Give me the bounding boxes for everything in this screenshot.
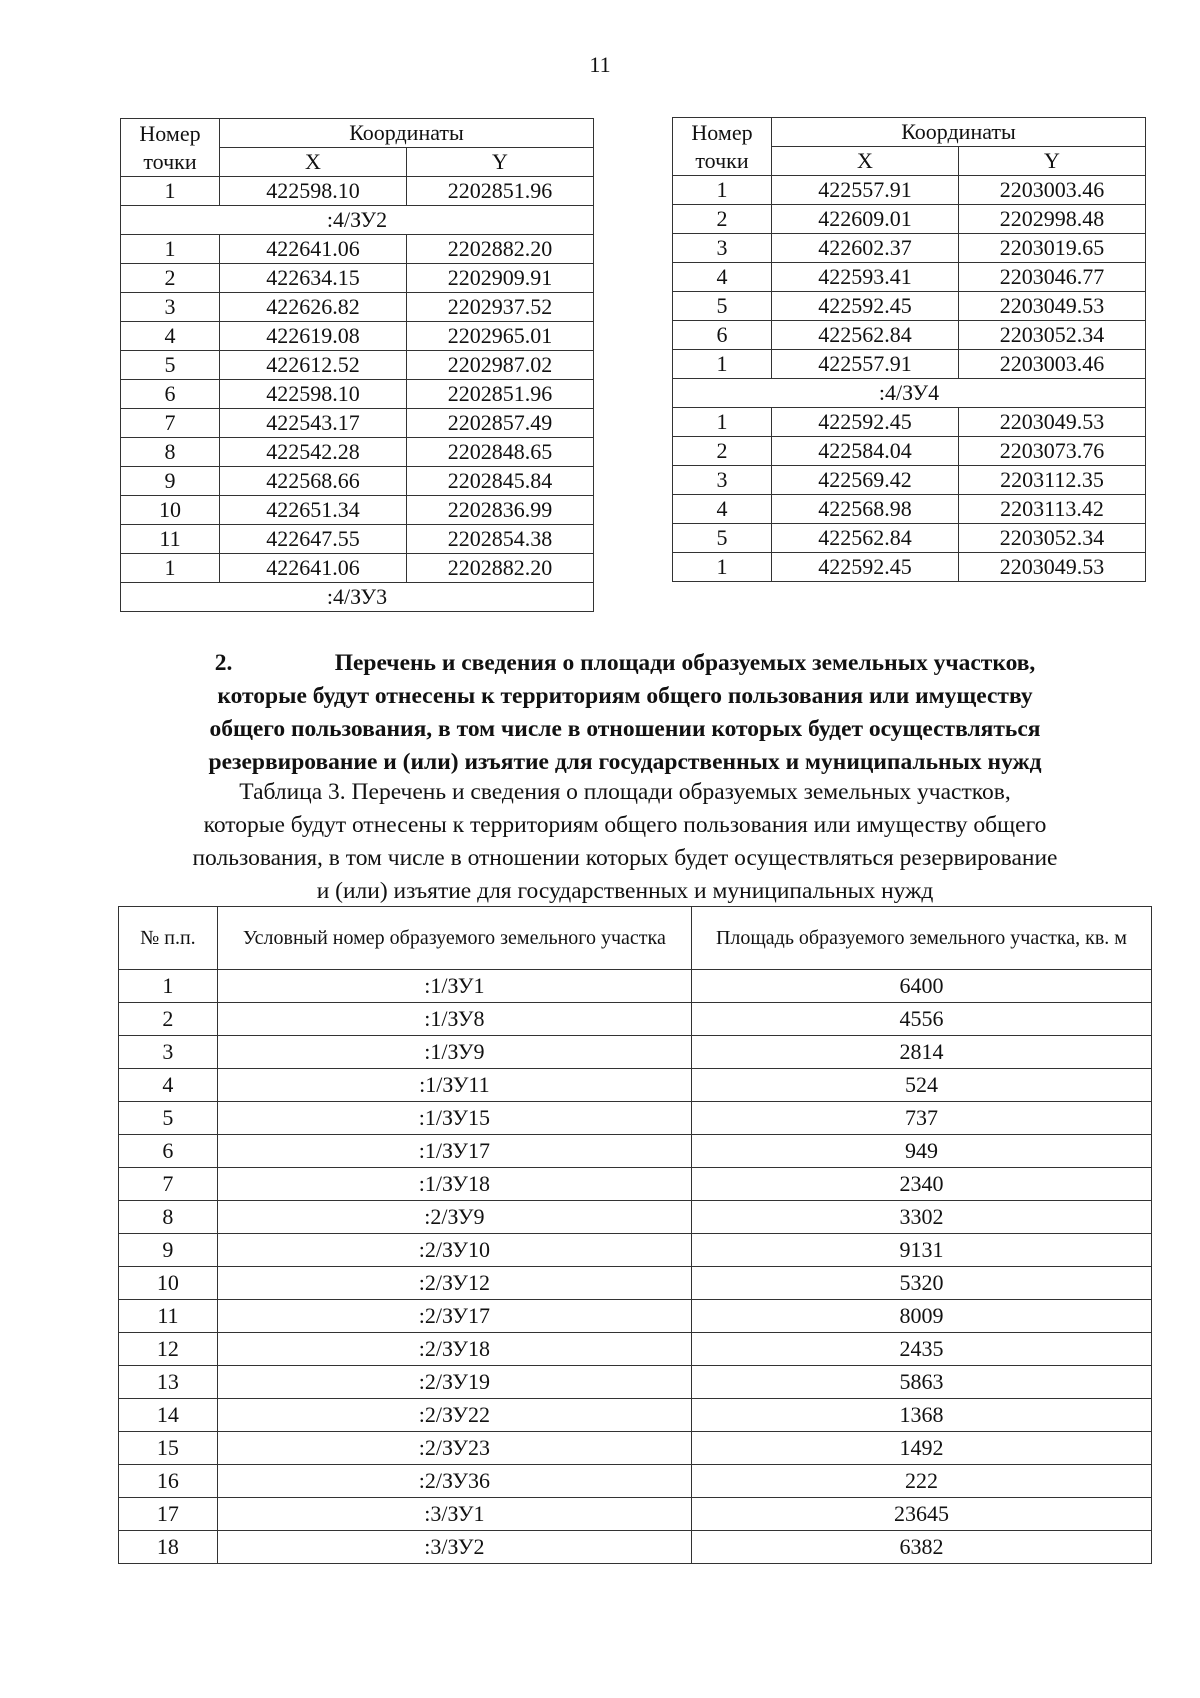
table-row xyxy=(121,525,594,554)
plot-area-cell: 2814 xyxy=(691,1036,1151,1069)
point-number-cell: 4 xyxy=(673,495,772,524)
row-number-cell: 6 xyxy=(119,1135,218,1168)
table-row xyxy=(673,466,1146,495)
x-cell: 422562.84 xyxy=(772,524,959,553)
section-heading xyxy=(100,647,1150,779)
y-cell: 2203019.65 xyxy=(959,234,1146,263)
plot-number-cell: :1/ЗУ9 xyxy=(217,1036,691,1069)
plot-area-cell: 949 xyxy=(691,1135,1151,1168)
x-cell: 422619.08 xyxy=(220,322,407,351)
y-cell: 2202851.96 xyxy=(407,380,594,409)
point-number-cell: 4 xyxy=(121,322,220,351)
header-plot-area: Площадь образуемого земельного участка, кв. м xyxy=(691,907,1151,970)
table-row xyxy=(121,380,594,409)
y-cell: 2203052.34 xyxy=(959,524,1146,553)
x-cell: 422647.55 xyxy=(220,525,407,554)
table-row xyxy=(673,553,1146,582)
header-point-number: Номер точки xyxy=(121,119,220,177)
plot-area-cell: 4556 xyxy=(691,1003,1151,1036)
section-heading-line: резервирование и (или) изъятие для государственных и муниципальных нужд xyxy=(208,749,1042,775)
row-number-cell: 13 xyxy=(119,1366,218,1399)
plot-area-cell: 23645 xyxy=(691,1498,1151,1531)
row-number-cell: 4 xyxy=(119,1069,218,1102)
row-number-cell: 16 xyxy=(119,1465,218,1498)
table-row xyxy=(119,1267,1152,1300)
table-row xyxy=(121,351,594,380)
table-row xyxy=(673,437,1146,466)
section-label: :4/ЗУ3 xyxy=(121,583,594,612)
y-cell: 2202851.96 xyxy=(407,177,594,206)
x-cell: 422612.52 xyxy=(220,351,407,380)
plot-number-cell: :2/ЗУ22 xyxy=(217,1399,691,1432)
caption-line: Таблица 3. Перечень и сведения о площади образуемых земельных участков, xyxy=(239,779,1011,805)
caption-line: и (или) изъятие для государственных и муниципальных нужд xyxy=(316,878,934,904)
plot-number-cell: :3/ЗУ2 xyxy=(217,1531,691,1564)
table-row xyxy=(121,496,594,525)
point-number-cell: 1 xyxy=(673,350,772,379)
y-cell: 2203073.76 xyxy=(959,437,1146,466)
y-cell: 2202987.02 xyxy=(407,351,594,380)
row-number-cell: 8 xyxy=(119,1201,218,1234)
coordinates-table-left xyxy=(120,118,594,612)
point-number-cell: 4 xyxy=(673,263,772,292)
x-cell: 422651.34 xyxy=(220,496,407,525)
point-number-cell: 1 xyxy=(673,408,772,437)
x-cell: 422584.04 xyxy=(772,437,959,466)
row-number-cell: 3 xyxy=(119,1036,218,1069)
y-cell: 2203049.53 xyxy=(959,408,1146,437)
table-row xyxy=(673,263,1146,292)
x-cell: 422598.10 xyxy=(220,177,407,206)
x-cell: 422542.28 xyxy=(220,438,407,467)
plot-area-cell: 6382 xyxy=(691,1531,1151,1564)
plot-area-cell: 5863 xyxy=(691,1366,1151,1399)
table-row xyxy=(673,350,1146,379)
section-label: :4/ЗУ2 xyxy=(121,206,594,235)
plot-area-cell: 1492 xyxy=(691,1432,1151,1465)
x-cell: 422568.98 xyxy=(772,495,959,524)
plot-number-cell: :2/ЗУ19 xyxy=(217,1366,691,1399)
table-row xyxy=(121,467,594,496)
header-plot-number: Условный номер образуемого земельного участка xyxy=(217,907,691,970)
x-cell: 422592.45 xyxy=(772,408,959,437)
plot-number-cell: :1/ЗУ18 xyxy=(217,1168,691,1201)
row-number-cell: 15 xyxy=(119,1432,218,1465)
table-row xyxy=(673,321,1146,350)
table-row xyxy=(119,1201,1152,1234)
row-number-cell: 2 xyxy=(119,1003,218,1036)
point-number-cell: 5 xyxy=(673,292,772,321)
table-row xyxy=(119,1498,1152,1531)
x-cell: 422626.82 xyxy=(220,293,407,322)
point-number-cell: 5 xyxy=(121,351,220,380)
plot-number-cell: :2/ЗУ9 xyxy=(217,1201,691,1234)
plot-number-cell: :1/ЗУ17 xyxy=(217,1135,691,1168)
header-x: X xyxy=(772,147,959,176)
page-number: 11 xyxy=(589,52,611,77)
plot-area-cell: 1368 xyxy=(691,1399,1151,1432)
section-row xyxy=(121,583,594,612)
table-row xyxy=(121,293,594,322)
row-number-cell: 18 xyxy=(119,1531,218,1564)
table-row xyxy=(119,1003,1152,1036)
row-number-cell: 10 xyxy=(119,1267,218,1300)
y-cell: 2202937.52 xyxy=(407,293,594,322)
point-number-cell: 7 xyxy=(121,409,220,438)
plot-number-cell: :2/ЗУ23 xyxy=(217,1432,691,1465)
plot-area-cell: 222 xyxy=(691,1465,1151,1498)
table-row xyxy=(119,1333,1152,1366)
x-cell: 422641.06 xyxy=(220,554,407,583)
plot-area-cell: 3302 xyxy=(691,1201,1151,1234)
y-cell: 2203049.53 xyxy=(959,553,1146,582)
point-number-cell: 10 xyxy=(121,496,220,525)
x-cell: 422568.66 xyxy=(220,467,407,496)
point-number-cell: 3 xyxy=(121,293,220,322)
x-cell: 422562.84 xyxy=(772,321,959,350)
point-number-cell: 1 xyxy=(673,176,772,205)
row-number-cell: 12 xyxy=(119,1333,218,1366)
x-cell: 422593.41 xyxy=(772,263,959,292)
header-x: X xyxy=(220,148,407,177)
table-row xyxy=(673,408,1146,437)
row-number-cell: 11 xyxy=(119,1300,218,1333)
plot-area-cell: 2340 xyxy=(691,1168,1151,1201)
table-row xyxy=(119,1135,1152,1168)
table-row xyxy=(121,438,594,467)
plot-number-cell: :1/ЗУ8 xyxy=(217,1003,691,1036)
point-number-cell: 3 xyxy=(673,234,772,263)
point-number-cell: 5 xyxy=(673,524,772,553)
x-cell: 422592.45 xyxy=(772,292,959,321)
x-cell: 422569.42 xyxy=(772,466,959,495)
plot-number-cell: :2/ЗУ17 xyxy=(217,1300,691,1333)
row-number-cell: 1 xyxy=(119,970,218,1003)
y-cell: 2202848.65 xyxy=(407,438,594,467)
plot-number-cell: :2/ЗУ12 xyxy=(217,1267,691,1300)
section-row xyxy=(673,379,1146,408)
plot-area-cell: 9131 xyxy=(691,1234,1151,1267)
table-row xyxy=(673,292,1146,321)
plot-area-cell: 524 xyxy=(691,1069,1151,1102)
y-cell: 2203003.46 xyxy=(959,176,1146,205)
row-number-cell: 5 xyxy=(119,1102,218,1135)
row-number-cell: 9 xyxy=(119,1234,218,1267)
section-number: 2. xyxy=(214,650,233,676)
point-number-cell: 1 xyxy=(673,553,772,582)
plot-area-cell: 6400 xyxy=(691,970,1151,1003)
table-row xyxy=(119,1432,1152,1465)
plot-area-cell: 2435 xyxy=(691,1333,1151,1366)
x-cell: 422598.10 xyxy=(220,380,407,409)
y-cell: 2202998.48 xyxy=(959,205,1146,234)
header-coordinates: Координаты xyxy=(772,118,1146,147)
y-cell: 2203003.46 xyxy=(959,350,1146,379)
section-heading-line: 2. Перечень и сведения о площади образуемых земельных участков, xyxy=(100,647,1150,680)
y-cell: 2203046.77 xyxy=(959,263,1146,292)
table-row xyxy=(119,1399,1152,1432)
header-y: Y xyxy=(407,148,594,177)
y-cell: 2202909.91 xyxy=(407,264,594,293)
header-row-number: № п.п. xyxy=(119,907,218,970)
table-caption xyxy=(90,776,1160,908)
plot-number-cell: :2/ЗУ10 xyxy=(217,1234,691,1267)
table-row xyxy=(673,495,1146,524)
table-row xyxy=(121,177,594,206)
coordinates-table-right xyxy=(672,117,1146,582)
table-row xyxy=(673,234,1146,263)
x-cell: 422543.17 xyxy=(220,409,407,438)
x-cell: 422557.91 xyxy=(772,350,959,379)
table-row xyxy=(119,1168,1152,1201)
plot-area-cell: 8009 xyxy=(691,1300,1151,1333)
header-point-number: Номер точки xyxy=(673,118,772,176)
y-cell: 2202882.20 xyxy=(407,235,594,264)
header-y: Y xyxy=(959,147,1146,176)
x-cell: 422609.01 xyxy=(772,205,959,234)
point-number-cell: 9 xyxy=(121,467,220,496)
y-cell: 2203113.42 xyxy=(959,495,1146,524)
y-cell: 2202882.20 xyxy=(407,554,594,583)
section-label: :4/ЗУ4 xyxy=(673,379,1146,408)
point-number-cell: 11 xyxy=(121,525,220,554)
section-heading-line: общего пользования, в том числе в отношении которых будет осуществляться xyxy=(209,716,1041,742)
x-cell: 422592.45 xyxy=(772,553,959,582)
point-number-cell: 1 xyxy=(121,177,220,206)
point-number-cell: 2 xyxy=(121,264,220,293)
table-row xyxy=(119,1102,1152,1135)
section-heading-line: которые будут отнесены к территориям общего пользования или имуществу xyxy=(217,683,1033,709)
plot-area-cell: 5320 xyxy=(691,1267,1151,1300)
row-number-cell: 14 xyxy=(119,1399,218,1432)
table-row xyxy=(119,1234,1152,1267)
caption-line: пользования, в том числе в отношении которых будет осуществляться резервирование xyxy=(192,845,1058,871)
caption-line: которые будут отнесены к территориям общего пользования или имуществу общего xyxy=(203,812,1047,838)
area-table xyxy=(118,906,1152,1564)
plot-number-cell: :2/ЗУ36 xyxy=(217,1465,691,1498)
point-number-cell: 2 xyxy=(673,205,772,234)
point-number-cell: 2 xyxy=(673,437,772,466)
x-cell: 422557.91 xyxy=(772,176,959,205)
y-cell: 2202836.99 xyxy=(407,496,594,525)
table-row xyxy=(121,409,594,438)
table-row xyxy=(119,1300,1152,1333)
table-row xyxy=(119,1531,1152,1564)
point-number-cell: 3 xyxy=(673,466,772,495)
plot-area-cell: 737 xyxy=(691,1102,1151,1135)
table-row xyxy=(121,264,594,293)
plot-number-cell: :2/ЗУ18 xyxy=(217,1333,691,1366)
table-row xyxy=(673,176,1146,205)
plot-number-cell: :1/ЗУ15 xyxy=(217,1102,691,1135)
point-number-cell: 8 xyxy=(121,438,220,467)
point-number-cell: 1 xyxy=(121,235,220,264)
plot-number-cell: :1/ЗУ11 xyxy=(217,1069,691,1102)
x-cell: 422634.15 xyxy=(220,264,407,293)
table-row xyxy=(121,235,594,264)
y-cell: 2203112.35 xyxy=(959,466,1146,495)
table-row xyxy=(119,1465,1152,1498)
y-cell: 2202845.84 xyxy=(407,467,594,496)
y-cell: 2202857.49 xyxy=(407,409,594,438)
table-row xyxy=(119,1069,1152,1102)
header-coordinates: Координаты xyxy=(220,119,594,148)
x-cell: 422641.06 xyxy=(220,235,407,264)
row-number-cell: 17 xyxy=(119,1498,218,1531)
table-row xyxy=(673,205,1146,234)
y-cell: 2203052.34 xyxy=(959,321,1146,350)
point-number-cell: 1 xyxy=(121,554,220,583)
table-row xyxy=(121,554,594,583)
plot-number-cell: :1/ЗУ1 xyxy=(217,970,691,1003)
y-cell: 2203049.53 xyxy=(959,292,1146,321)
plot-number-cell: :3/ЗУ1 xyxy=(217,1498,691,1531)
table-row xyxy=(673,524,1146,553)
y-cell: 2202965.01 xyxy=(407,322,594,351)
table-row xyxy=(121,322,594,351)
x-cell: 422602.37 xyxy=(772,234,959,263)
table-row xyxy=(119,1366,1152,1399)
row-number-cell: 7 xyxy=(119,1168,218,1201)
y-cell: 2202854.38 xyxy=(407,525,594,554)
table-row xyxy=(119,1036,1152,1069)
point-number-cell: 6 xyxy=(121,380,220,409)
table-row xyxy=(119,970,1152,1003)
section-row xyxy=(121,206,594,235)
point-number-cell: 6 xyxy=(673,321,772,350)
